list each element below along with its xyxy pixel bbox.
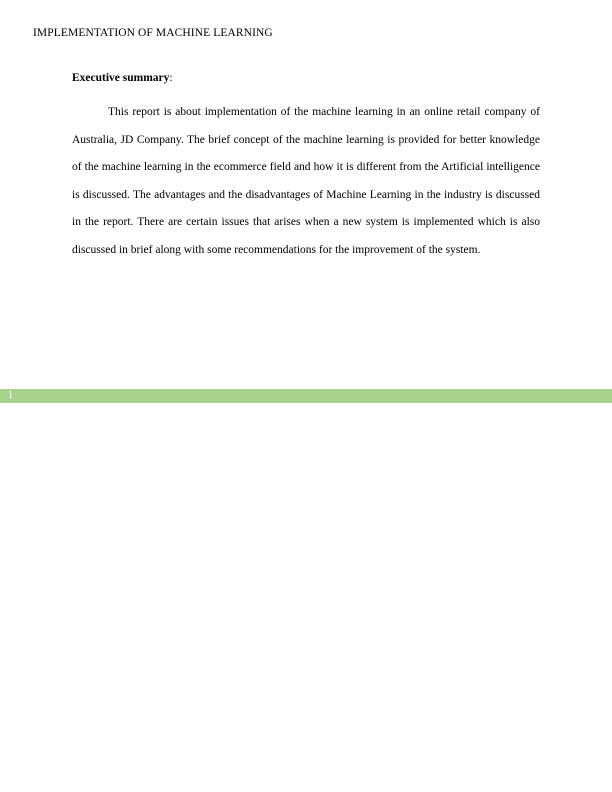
executive-summary-paragraph: This report is about implementation of the machine learning in an online retail company of Australia, JD Company. The brief concept of the machine learning is provided for better knowledge of the machine learning in the ecommerce field and how it is different from the Artificial intelligence is discussed. The advantages and the disadvantages of Machine Learning in the industry is discussed in the report. There are certain issues that arises when a new system is implemented which is also discussed in brief along with some recommendations for the improvement of the system. (72, 106, 540, 256)
page-number: 1 (8, 390, 13, 401)
section-heading-colon: : (169, 72, 173, 84)
section-heading-text: Executive summary (72, 72, 170, 84)
section-heading (72, 72, 173, 84)
footer-page-bar (0, 389, 612, 403)
running-head: IMPLEMENTATION OF MACHINE LEARNING (33, 27, 273, 39)
